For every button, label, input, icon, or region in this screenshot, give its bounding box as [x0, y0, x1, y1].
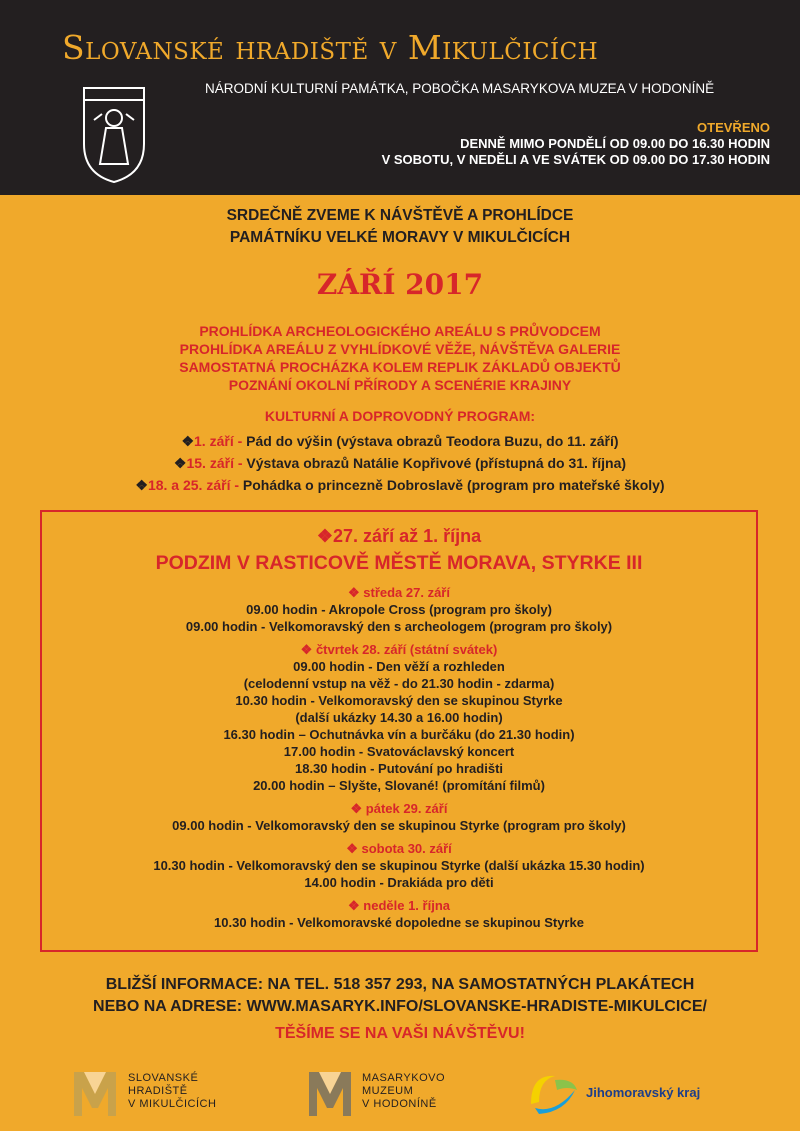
month-heading: ZÁŘÍ 2017	[316, 268, 484, 301]
diamond-bullet-icon: ❖	[135, 477, 148, 493]
day-label: ❖ neděle 1. října	[348, 898, 450, 913]
offer-item: POZNÁNÍ OKOLNÍ PŘÍRODY A SCENÉRIE KRAJINY	[228, 377, 572, 393]
festival-day	[42, 840, 756, 891]
offer-item: PROHLÍDKA AREÁLU Z VYHLÍDKOVÉ VĚŽE, NÁVŠTĚVA GALERIE	[179, 341, 621, 357]
subtitle: NÁRODNÍ KULTURNÍ PAMÁTKA, POBOČKA MASARYKOVA MUZEA V HODONÍNĚ	[205, 81, 715, 96]
festival-day	[42, 897, 756, 931]
offer-item: SAMOSTATNÁ PROCHÁZKA KOLEM REPLIK ZÁKLADŮ OBJEKTŮ	[179, 359, 621, 375]
invite-line-1: SRDEČNĚ ZVEME K NÁVŠTĚVĚ A PROHLÍDCE	[226, 207, 574, 224]
event-line: 09.00 hodin - Den věží a rozhleden	[293, 659, 505, 674]
logo-3-text: Jihomoravský kraj	[586, 1085, 701, 1100]
event-line: 16.30 hodin – Ochutnávka vín a burčáku (do 21.30 hodin)	[223, 727, 575, 742]
event-line: (celodenní vstup na věž - do 21.30 hodin - zdarma)	[243, 676, 555, 691]
day-label: ❖ čtvrtek 28. září (státní svátek)	[300, 642, 498, 657]
day-label: ❖ sobota 30. září	[346, 841, 452, 856]
event-line: 10.30 hodin - Velkomoravský den se skupinou Styrke	[235, 693, 563, 708]
info-line-1: BLIŽŠÍ INFORMACE: NA TEL. 518 357 293, NA SAMOSTATNÝCH PLAKÁTECH	[105, 976, 695, 993]
day-label: ❖ středa 27. září	[348, 585, 450, 600]
jihomoravsky-kraj-logo-icon	[525, 1068, 581, 1118]
day-label: ❖ pátek 29. září	[350, 801, 448, 816]
event-line: 17.00 hodin - Svatováclavský koncert	[283, 744, 515, 759]
welcome-text: TĚŠÍME SE NA VAŠI NÁVŠTĚVU!	[275, 1025, 525, 1042]
logo-2-text: MASARYKOVO MUZEUM V HODONÍNĚ	[362, 1072, 446, 1110]
program-date: 15. září -	[186, 455, 243, 471]
info-line-2: NEBO NA ADRESE: WWW.MASARYK.INFO/SLOVANSKE-HRADISTE-MIKULCICE/	[93, 998, 707, 1015]
site-title: Slovanské hradiště v Mikulčicích	[62, 28, 599, 67]
event-line: 20.00 hodin – Slyšte, Slované! (promítání filmů)	[253, 778, 545, 793]
program-text: Pohádka o princezně Dobroslavě (program pro mateřské školy)	[242, 477, 665, 493]
festival-day	[42, 584, 756, 635]
diamond-bullet-icon: ❖	[173, 455, 187, 471]
info-block	[0, 974, 800, 1018]
festival-date: ❖27. září až 1. října	[316, 526, 482, 546]
museum-logo-icon	[307, 1068, 353, 1118]
event-line: 10.30 hodin - Velkomoravské dopoledne se skupinou Styrke	[214, 915, 584, 930]
program-title: KULTURNÍ A DOPROVODNÝ PROGRAM:	[264, 408, 536, 424]
diamond-bullet-icon: ❖	[181, 433, 195, 449]
event-line: 10.30 hodin - Velkomoravský den se skupinou Styrke (další ukázka 15.30 hodin)	[153, 858, 645, 873]
event-line: 09.00 hodin - Velkomoravský den se skupinou Styrke (program pro školy)	[172, 818, 626, 833]
logo-1-text: SLOVANSKÉ HRADIŠTĚ V MIKULČICÍCH	[128, 1072, 217, 1110]
program-date: 18. a 25. září -	[147, 477, 240, 493]
invitation	[0, 205, 800, 249]
emblem-icon	[80, 84, 148, 184]
program-item	[0, 430, 800, 452]
event-line: (další ukázky 14.30 a 16.00 hodin)	[295, 710, 503, 725]
festival-days	[42, 584, 756, 937]
open-label: OTEVŘENO	[697, 120, 770, 135]
opening-hours	[382, 136, 770, 168]
festival-title: PODZIM V RASTICOVĚ MĚSTĚ MORAVA, STYRKE III	[155, 552, 643, 574]
diamond-bullet-icon: ❖	[316, 526, 334, 546]
event-line: 09.00 hodin - Akropole Cross (program pro školy)	[246, 602, 552, 617]
festival-box	[40, 510, 758, 952]
program-list	[0, 430, 800, 496]
offer-item: PROHLÍDKA ARCHEOLOGICKÉHO AREÁLU S PRŮVODCEM	[199, 323, 601, 339]
program-text: Výstava obrazů Natálie Kopřivové (přístupná do 31. října)	[246, 455, 627, 471]
mikulcice-logo-icon	[72, 1068, 118, 1118]
hours-line-1: DENNĚ MIMO PONDĚLÍ OD 09.00 DO 16.30 HODIN	[460, 136, 770, 151]
event-line: 14.00 hodin - Drakiáda pro děti	[304, 875, 494, 890]
festival-day	[42, 800, 756, 834]
hours-line-2: V SOBOTU, V NEDĚLI A VE SVÁTEK OD 09.00 DO 17.30 HODIN	[381, 152, 770, 167]
program-date: 1. září -	[194, 433, 243, 449]
event-line: 09.00 hodin - Velkomoravský den s archeologem (program pro školy)	[185, 619, 613, 634]
offers-list	[0, 322, 800, 394]
program-item	[0, 474, 800, 496]
program-text: Pád do výšin (výstava obrazů Teodora Buzu, do 11. září)	[246, 433, 619, 449]
festival-day	[42, 641, 756, 794]
invite-line-2: PAMÁTNÍKU VELKÉ MORAVY V MIKULČICÍCH	[229, 229, 571, 246]
program-item	[0, 452, 800, 474]
event-line: 18.30 hodin - Putování po hradišti	[294, 761, 504, 776]
header	[0, 0, 800, 195]
